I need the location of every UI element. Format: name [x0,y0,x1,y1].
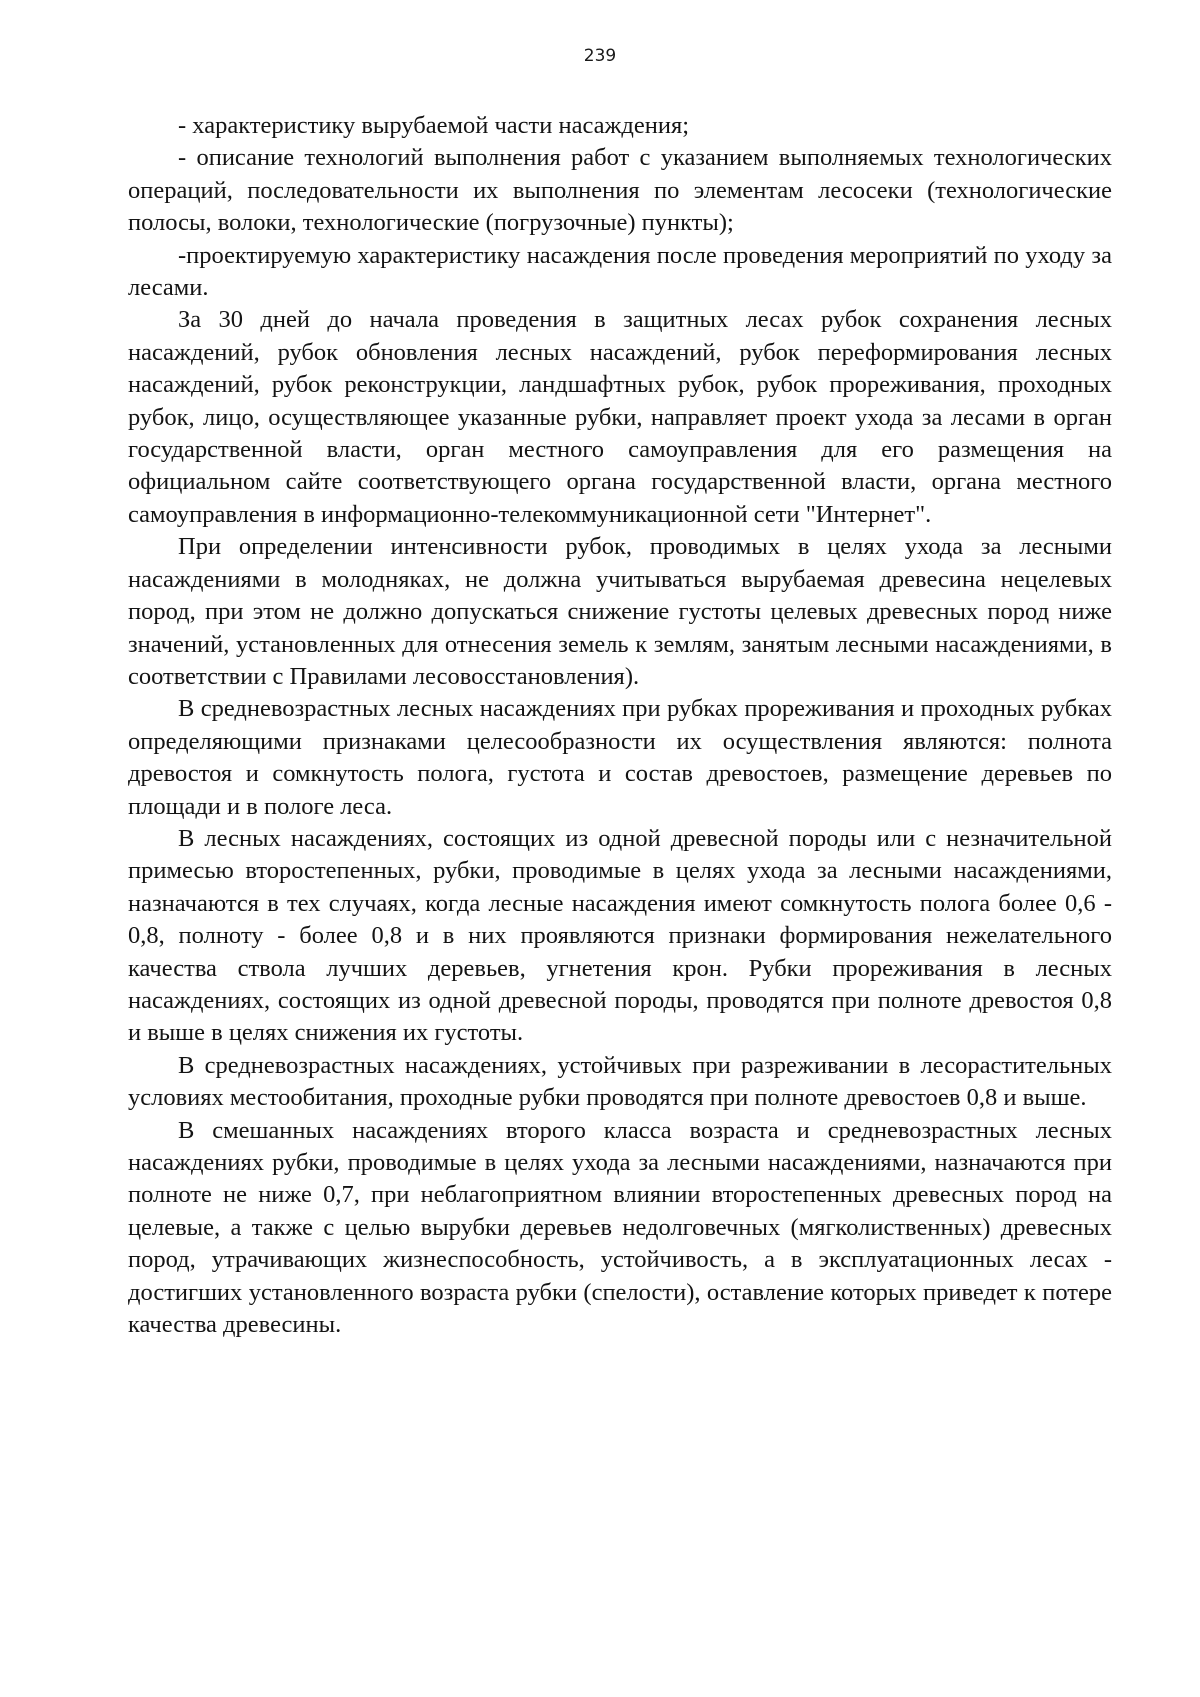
paragraph-intensity-determination: При определении интенсивности рубок, проводимых в целях ухода за лесными насаждениями в молодняках, не должна учитываться вырубаемая древесина нецелевых пород, при этом не должно допускаться снижение густоты целевых древесных пород ниже значений, установленных для отнесения земель к землям, занятым лесными насаждениями, в соответствии с Правилами лесовосстановления). [128,533,1112,690]
paragraph-mixed-stands: В смешанных насаждениях второго класса возраста и средневозрастных лесных насаждениях рубки, проводимые в целях ухода за лесными насаждениями, назначаются при полноте не ниже 0,7, при неблагоприятном влиянии второстепенных древесных пород на целевые, а также с целью вырубки деревьев недолговечных (мягколиственных) древесных пород, утрачивающих жизнеспособность, устойчивость, а в эксплуатационных лесах - достигших установленного возраста рубки (спелости), оставление которых приведет к потере качества древесины. [128,1116,1112,1339]
page-number: 239 [583,46,617,66]
paragraph-list-item-projected-characteristics: -проектируемую характеристику насаждения после проведения мероприятий по уходу за лесами. [128,241,1112,302]
paragraph-middle-aged-thinning: В средневозрастных лесных насаждениях при рубках прореживания и проходных рубках определяющими признаками целесообразности их осуществления являются: полнота древостоя и сомкнутость полога, густота и состав древостоев, размещение деревьев по площади и в пологе леса. [128,695,1112,820]
paragraph-list-item-technology-description: - описание технологий выполнения работ с указанием выполняемых технологических операций, последовательности их выполнения по элементам лесосеки (технологические полосы, волоки, технологические (погрузочные) пункты); [128,144,1112,237]
paragraph-single-species-stands: В лесных насаждениях, состоящих из одной древесной породы или с незначительной примесью второстепенных, рубки, проводимые в целях ухода за лесными насаждениями, назначаются в тех случаях, когда лесные насаждения имеют сомкнутость полога более 0,6 - 0,8, полноту - более 0,8 и в них проявляются признаки формирования нежелательного качества ствола лучших деревьев, угнетения крон. Рубки прореживания в лесных насаждениях, состоящих из одной древесной породы, проводятся при полноте древостоя 0,8 и выше в целях снижения их густоты. [128,824,1112,1047]
document-body [128,110,1112,1341]
paragraph-project-submission: За 30 дней до начала проведения в защитных лесах рубок сохранения лесных насаждений, рубок обновления лесных насаждений, рубок переформирования лесных насаждений, рубок реконструкции, ландшафтных рубок, рубок прореживания, проходных рубок, лицо, осуществляющее указанные рубки, направляет проект ухода за лесами в орган государственной власти, орган местного самоуправления для его размещения на официальном сайте соответствующего органа государственной власти, органа местного самоуправления в информационно-телекоммуникационной сети "Интернет". [128,306,1112,528]
paragraph-stable-stands: В средневозрастных насаждениях, устойчивых при разреживании в лесорастительных условиях местообитания, проходные рубки проводятся при полноте древостоев 0,8 и выше. [128,1051,1112,1112]
paragraph-list-item-cut-characteristics: - характеристику вырубаемой части насаждения; [178,112,690,139]
